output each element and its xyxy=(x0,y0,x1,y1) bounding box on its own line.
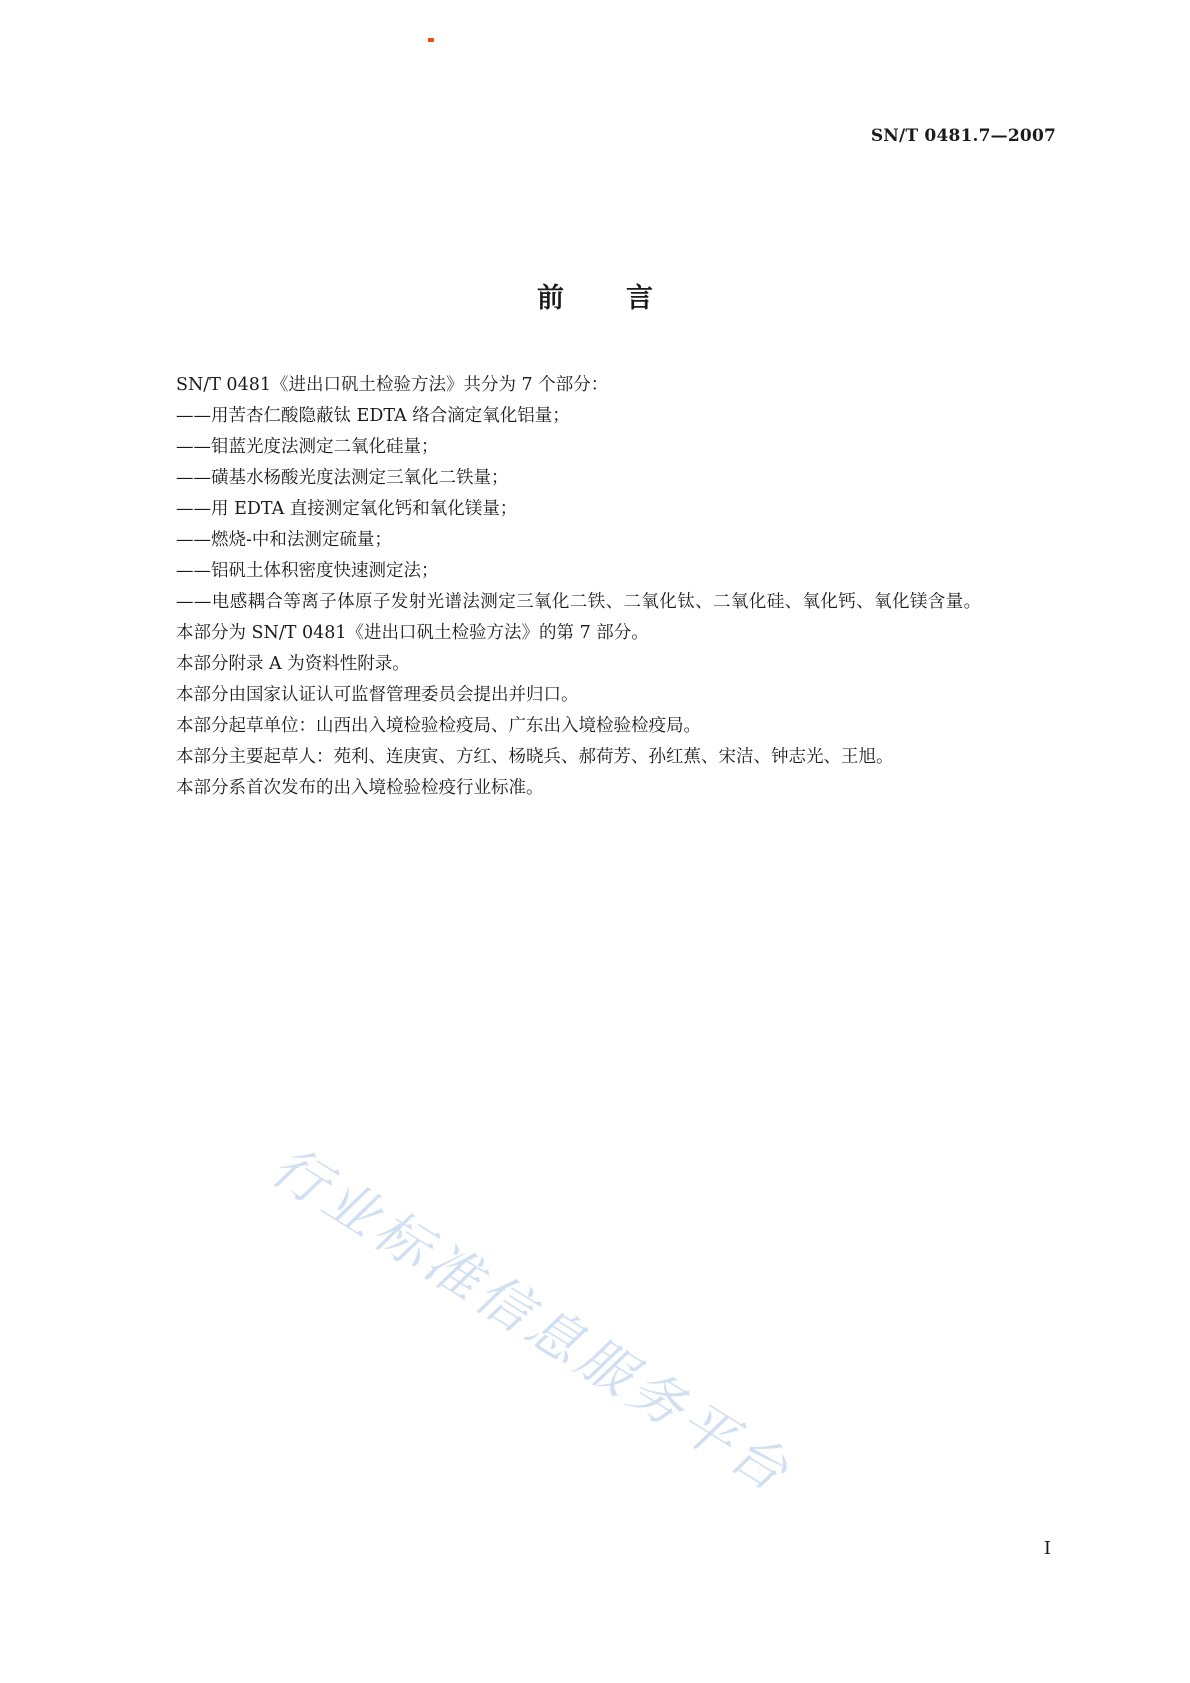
red-mark xyxy=(428,38,434,42)
part-item: ——磺基水杨酸光度法测定三氧化二铁量； xyxy=(176,468,509,488)
standard-number: SN/T 0481.7—2007 xyxy=(870,126,1056,146)
intro-line: SN/T 0481《进出口矾土检验方法》共分为 7 个部分： xyxy=(176,375,609,395)
statement-line: 本部分为 SN/T 0481《进出口矾土检验方法》的第 7 部分。 xyxy=(176,623,649,643)
page-title: 前言 xyxy=(537,283,715,314)
watermark: 行业标准信息服务平台 xyxy=(260,1134,803,1506)
statement-line: 本部分系首次发布的出入境检验检疫行业标准。 xyxy=(176,778,544,798)
part-item: ——用 EDTA 直接测定氧化钙和氧化镁量； xyxy=(176,499,518,519)
statement-line: 本部分由国家认证认可监督管理委员会提出并归口。 xyxy=(176,685,579,705)
part-item: ——电感耦合等离子体原子发射光谱法测定三氧化二铁、二氧化钛、二氧化硅、氧化钙、氧化镁含量。 xyxy=(176,592,982,612)
foreword-body xyxy=(176,370,1066,804)
page-number: I xyxy=(1043,1538,1051,1559)
part-item: ——燃烧-中和法测定硫量； xyxy=(176,530,392,550)
part-item: ——钼蓝光度法测定二氧化硅量； xyxy=(176,437,439,457)
part-item: ——用苦杏仁酸隐蔽钛 EDTA 络合滴定氧化铝量； xyxy=(176,406,570,426)
statement-line: 本部分主要起草人：苑利、连庚寅、方红、杨晓兵、郝荷芳、孙红蕉、宋洁、钟志光、王旭。 xyxy=(176,747,894,767)
part-item: ——铝矾土体积密度快速测定法； xyxy=(176,561,439,581)
statement-line: 本部分起草单位：山西出入境检验检疫局、广东出入境检验检疫局。 xyxy=(176,716,701,736)
statement-line: 本部分附录 A 为资料性附录。 xyxy=(176,654,410,674)
